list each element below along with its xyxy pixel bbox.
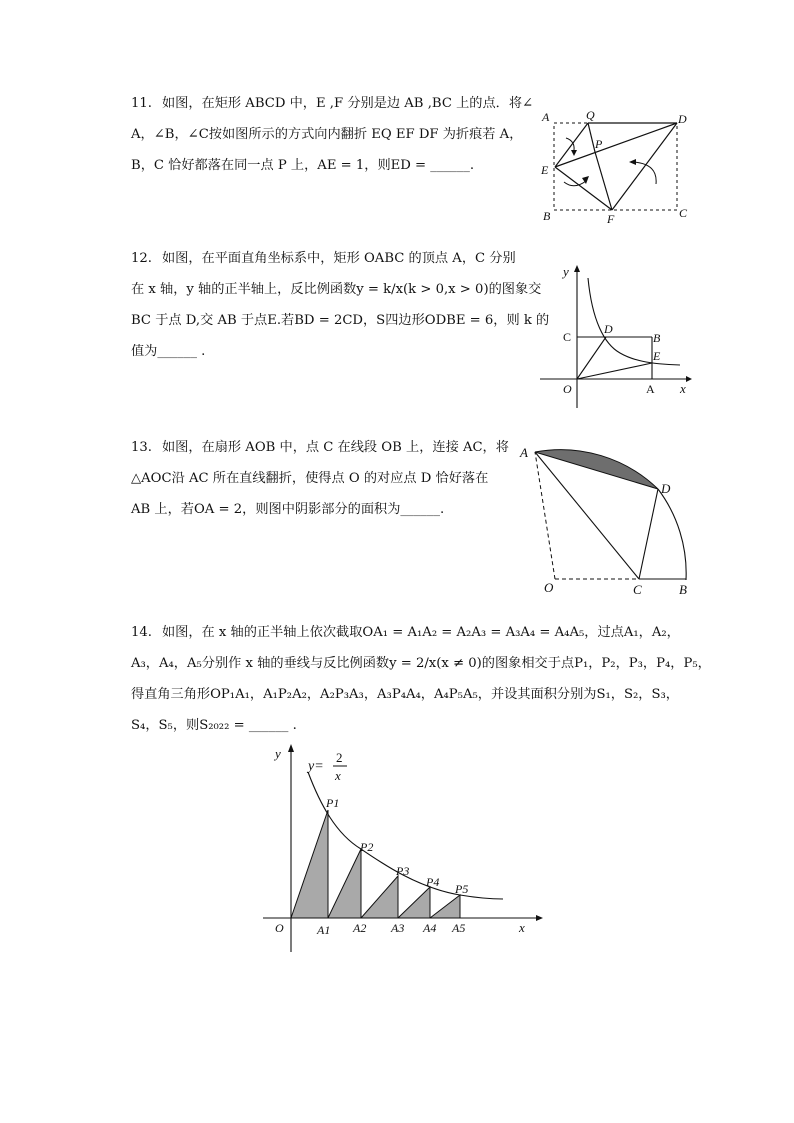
shaded-region — [535, 450, 658, 489]
question-14-line-3: 得直角三角形OP₁A₁，A₁P₂A₂，A₂P₃A₃，A₃P₄A₄，A₄P₅A₅，并设其面积分别为S₁，S₂，S₃， — [131, 687, 679, 702]
triangle-A1P2A2 — [328, 849, 361, 918]
label-A5: A5 — [452, 921, 466, 935]
question-12 — [131, 243, 550, 367]
segment-EF — [555, 167, 612, 210]
segment-FD — [612, 123, 677, 210]
label-D: D — [661, 481, 671, 496]
segment-CD — [639, 489, 658, 579]
y-axis-arrow-icon — [574, 265, 580, 272]
label-A3: A3 — [391, 921, 405, 935]
question-13 — [131, 432, 531, 525]
segment-PF — [595, 152, 612, 210]
label-A: A — [520, 445, 528, 460]
dashed-rectangle — [554, 123, 677, 210]
question-number: 12. — [131, 251, 152, 266]
question-number: 13. — [131, 440, 152, 455]
x-axis-arrow-icon — [686, 376, 692, 382]
question-number: 14. — [131, 625, 152, 640]
fold-arrow-A — [566, 138, 574, 150]
question-11-line-2: A，∠B，∠C按如图所示的方式向内翻折 EQ EF DF 为折痕若 A， — [131, 127, 523, 142]
label-O: O — [275, 921, 284, 935]
figure-13 — [515, 440, 695, 600]
question-12-line-1: 12. 如图，在平面直角坐标系中，矩形 OABC 的顶点 A，C 分别 — [131, 251, 516, 266]
label-x: x — [680, 381, 686, 396]
question-number: 11. — [131, 96, 152, 111]
question-14-line-4: S₄，S₅，则S₂₀₂₂ = ______ . — [131, 718, 297, 733]
label-D: D — [678, 112, 687, 126]
arc-DB — [658, 489, 686, 580]
segment-QP — [588, 123, 595, 152]
question-13-line-2: △AOC沿 AC 所在直线翻折，使得点 O 的对应点 D 恰好落在 — [131, 471, 489, 486]
question-11-line-1: 11. 如图，在矩形 ABCD 中，E ,F 分别是边 AB ,BC 上的点．将∠ — [131, 96, 534, 111]
label-P5: P5 — [455, 882, 469, 896]
label-P1: P1 — [326, 796, 340, 810]
function-denominator: x — [335, 768, 341, 783]
segment-OA-dashed — [535, 452, 555, 579]
triangle-OP1A1 — [291, 810, 328, 918]
label-A: A — [646, 382, 655, 396]
label-E: E — [541, 163, 549, 177]
question-13-line-3: AB 上，若OA = 2，则图中阴影部分的面积为______. — [131, 502, 445, 517]
label-A4: A4 — [423, 921, 437, 935]
label-Q: Q — [586, 108, 595, 122]
label-O: O — [563, 382, 572, 396]
function-numerator: 2 — [336, 750, 343, 765]
label-B: B — [679, 582, 687, 597]
label-P: P — [595, 137, 603, 151]
question-12-line-2: 在 x 轴，y 轴的正半轴上，反比例函数y = k/x(k > 0,x > 0)的图象交 — [131, 282, 542, 297]
label-B: B — [543, 209, 551, 223]
question-14-line-1: 14. 如图，在 x 轴的正半轴上依次截取OA₁ = A₁A₂ = A₂A₃ = A₃A₄ = A₄A₅，过点A₁，A₂， — [131, 625, 680, 640]
figure-11 — [538, 106, 698, 226]
question-13-line-1: 13. 如图，在扇形 AOB 中，点 C 在线段 OB 上，连接 AC，将 — [131, 440, 509, 455]
label-E: E — [653, 349, 661, 363]
segment-OD — [577, 337, 606, 379]
label-B: B — [653, 331, 661, 345]
segment-OE — [577, 363, 652, 379]
label-P4: P4 — [426, 875, 440, 889]
x-axis-arrow-icon — [536, 915, 543, 921]
label-O: O — [544, 580, 554, 595]
question-14 — [131, 617, 731, 741]
label-P3: P3 — [396, 864, 410, 878]
triangle-A3P4A4 — [398, 887, 430, 918]
label-y: y — [563, 264, 569, 279]
hyperbola — [308, 772, 503, 899]
label-A1: A1 — [317, 923, 331, 937]
label-y: y — [275, 746, 281, 761]
y-axis-arrow-icon — [288, 744, 294, 752]
question-12-line-4: 值为______ . — [131, 344, 206, 359]
fold-arrow-A-head — [571, 150, 577, 156]
triangle-A4P5A5 — [430, 895, 460, 918]
label-C: C — [633, 582, 642, 597]
label-A: A — [542, 110, 550, 124]
function-label-prefix: y= — [308, 759, 324, 774]
label-A2: A2 — [353, 921, 367, 935]
question-12-line-3: BC 于点 D,交 AB 于点E.若BD = 2CD，S四边形ODBE = 6，则 k 的 — [131, 313, 550, 328]
label-C: C — [563, 330, 572, 344]
figure-12 — [538, 260, 698, 400]
label-F: F — [607, 212, 615, 226]
hyperbola — [588, 278, 680, 365]
question-11-line-3: B，C 恰好都落在同一点 P 上，AE = 1，则ED = ______. — [131, 158, 475, 173]
fold-arrow-C-head — [629, 159, 636, 165]
triangle-A2P3A3 — [361, 876, 398, 918]
question-14-line-2: A₃，A₄，A₅分别作 x 轴的垂线与反比例函数y = 2/x(x ≠ 0)的图象相交于点P₁，P₂，P₃，P₄，P₅， — [131, 656, 711, 671]
segment-EQ — [555, 123, 588, 167]
question-11 — [131, 88, 534, 181]
figure-14 — [258, 738, 558, 958]
label-D: D — [604, 322, 613, 336]
label-x: x — [519, 920, 525, 935]
label-C: C — [679, 206, 688, 220]
label-P2: P2 — [360, 840, 374, 854]
